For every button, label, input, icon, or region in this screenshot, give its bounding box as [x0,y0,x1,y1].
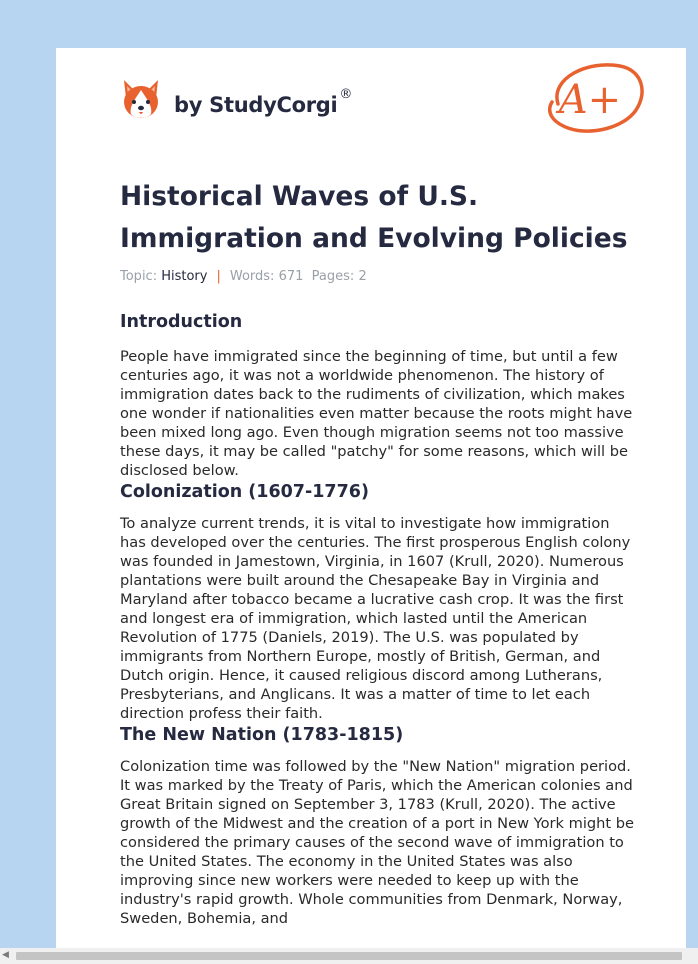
section-heading-introduction: Introduction [120,312,243,332]
scrollbar-thumb[interactable] [16,952,682,960]
section-heading-colonization: Colonization (1607-1776) [120,482,369,502]
grade-text: A+ [558,77,622,123]
words-label: Words: [229,269,275,284]
article-meta [120,269,367,284]
section-text-new-nation: Colonization time was followed by the "New Nation" migration period. It was marked by the Treaty of Paris, which the American colonies and Great Britain signed on September 3, 1783 (Krull, 2020). The active growth of the Midwest and the creation of a port in New York might be considered the primary causes of the second wave of immigration to the United States. The economy in the United States was also improving since new workers were needed to keep up with the industry's rapid growth. Whole communities from Denmark, Norway, Sweden, Bohemia, and [120,758,635,927]
section-text-introduction: People have immigrated since the beginning of time, but until a few centuries ago, it was not a worldwide phenomenon. The history of immigration dates back to the rudiments of civilization, which makes one wonder if nationalities even matter because the roots might have been mixed long ago. Even though migration seems not too massive these days, it may be called "patchy" for some reasons, which will be disclosed below. [120,348,633,479]
section-heading-new-nation: The New Nation (1783-1815) [120,725,404,745]
words-count: 671 [278,269,304,284]
pages-count: 2 [358,269,367,284]
studycorgi-logo[interactable] [120,76,352,122]
topic-link[interactable]: History [161,269,208,284]
scroll-left-arrow-icon[interactable]: ◀ [2,950,9,960]
brand-text: by StudyCorgi [174,93,338,117]
article-title: Historical Waves of U.S. Immigration and Evolving Policies [120,181,628,254]
registered-mark: ® [339,87,353,102]
horizontal-scrollbar[interactable] [0,948,698,964]
meta-separator: | [216,269,221,284]
grade-stamp [538,58,648,140]
topic-label: Topic: [120,269,158,284]
article-body [120,310,636,928]
document-page [56,48,686,964]
corgi-icon [120,76,162,122]
pages-label: Pages: [311,269,355,284]
section-text-colonization: To analyze current trends, it is vital to investigate how immigration has developed over the centuries. The first prosperous English colony was founded in Jamestown, Virginia, in 1607 (Krull, 2020). Numerous plantations were built around the Chesapeake Bay in Virginia and Maryland after tobacco became a lucrative cash crop. It was the first and longest era of immigration, which lasted until the American Revolution of 1775 (Daniels, 2019). The U.S. was populated by immigrants from Northern Europe, mostly of British, German, and Dutch origin. Hence, it caused religious discord among Lutherans, Presbyterians, and Anglicans. It was a matter of time to let each direction profess their faith. [120,515,631,722]
brand-name [174,87,353,117]
